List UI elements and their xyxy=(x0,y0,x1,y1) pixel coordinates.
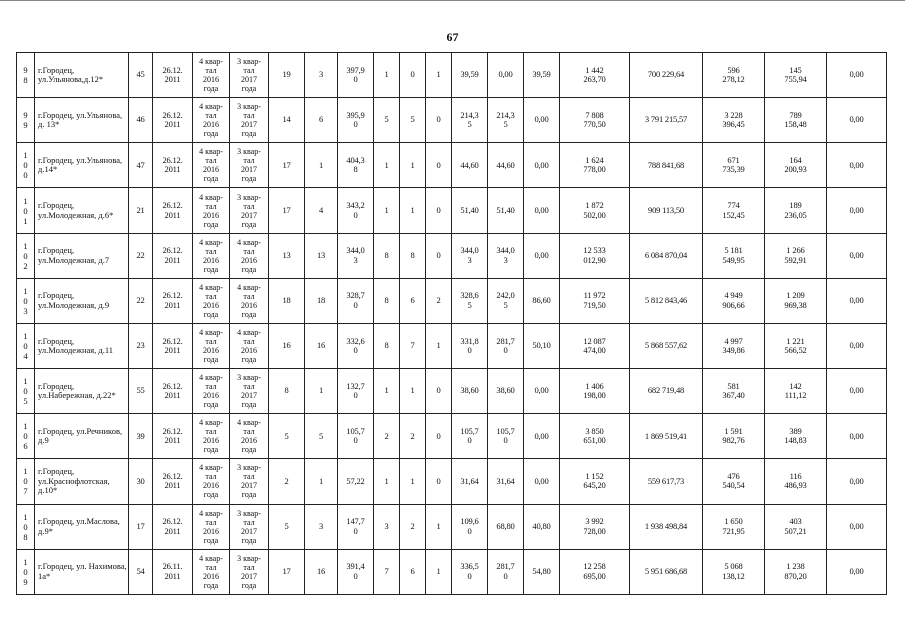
table-row xyxy=(17,504,887,549)
table-row xyxy=(17,278,887,323)
area-resettled-cell: 109,6 0 xyxy=(452,504,488,549)
completion-quarter-cell: 4 квар- тал 2016 года xyxy=(230,323,269,368)
area-private-cell: 39,59 xyxy=(524,53,560,98)
area-private-cell: 40,80 xyxy=(524,504,560,549)
table-row xyxy=(17,323,887,368)
region-share-cell: 4 949 906,66 xyxy=(703,278,765,323)
row-number: 1 0 5 xyxy=(17,369,35,414)
residents-resettled-cell: 3 xyxy=(305,53,338,98)
address-cell: г.Городец, ул.Молодежная, д.9 xyxy=(35,278,129,323)
house-id-cell: 23 xyxy=(129,323,153,368)
date-cell: 26.12. 2011 xyxy=(153,459,193,504)
extra-funds-cell: 0,00 xyxy=(827,414,887,459)
planned-quarter-cell: 4 квар- тал 2016 года xyxy=(193,233,230,278)
house-id-cell: 55 xyxy=(129,369,153,414)
date-cell: 26.12. 2011 xyxy=(153,98,193,143)
area-private-cell: 0,00 xyxy=(524,414,560,459)
area-municipal-cell: 38,60 xyxy=(488,369,524,414)
apartments-total-cell: 5 xyxy=(374,98,400,143)
area-municipal-cell: 51,40 xyxy=(488,188,524,233)
area-total-cell: 105,7 0 xyxy=(338,414,374,459)
address-cell: г.Городец, ул.Молодежная, д.11 xyxy=(35,323,129,368)
completion-quarter-cell: 4 квар- тал 2016 года xyxy=(230,233,269,278)
date-cell: 26.12. 2011 xyxy=(153,53,193,98)
area-municipal-cell: 44,60 xyxy=(488,143,524,188)
cost-total-cell: 1 406 198,00 xyxy=(560,369,630,414)
fund-share-cell: 559 617,73 xyxy=(630,459,703,504)
local-share-cell: 1 209 969,38 xyxy=(765,278,827,323)
planned-quarter-cell: 4 квар- тал 2016 года xyxy=(193,143,230,188)
apartments-municipal-cell: 7 xyxy=(400,323,426,368)
apartments-municipal-cell: 1 xyxy=(400,459,426,504)
area-private-cell: 54,80 xyxy=(524,549,560,594)
apartments-municipal-cell: 0 xyxy=(400,53,426,98)
area-private-cell: 0,00 xyxy=(524,98,560,143)
apartments-total-cell: 3 xyxy=(374,504,400,549)
area-municipal-cell: 281,7 0 xyxy=(488,323,524,368)
area-resettled-cell: 31,64 xyxy=(452,459,488,504)
row-number: 1 0 0 xyxy=(17,143,35,188)
area-municipal-cell: 0,00 xyxy=(488,53,524,98)
extra-funds-cell: 0,00 xyxy=(827,98,887,143)
apartments-total-cell: 1 xyxy=(374,369,400,414)
local-share-cell: 789 158,48 xyxy=(765,98,827,143)
planned-quarter-cell: 4 квар- тал 2016 года xyxy=(193,504,230,549)
local-share-cell: 145 755,94 xyxy=(765,53,827,98)
fund-share-cell: 5 951 686,68 xyxy=(630,549,703,594)
address-cell: г.Городец, ул.Набережная, д.22* xyxy=(35,369,129,414)
date-cell: 26.12. 2011 xyxy=(153,369,193,414)
area-resettled-cell: 344,0 3 xyxy=(452,233,488,278)
row-number: 1 0 6 xyxy=(17,414,35,459)
residents-total-cell: 2 xyxy=(269,459,305,504)
address-cell: г.Городец, ул.Ульянова, д. 13* xyxy=(35,98,129,143)
apartments-municipal-cell: 1 xyxy=(400,369,426,414)
page-number: 67 xyxy=(446,30,459,44)
table-row xyxy=(17,369,887,414)
row-number: 9 8 xyxy=(17,53,35,98)
area-total-cell: 328,7 0 xyxy=(338,278,374,323)
date-cell: 26.12. 2011 xyxy=(153,143,193,188)
scan-edge-line xyxy=(0,0,905,1)
cost-total-cell: 1 872 502,00 xyxy=(560,188,630,233)
apartments-total-cell: 1 xyxy=(374,459,400,504)
residents-total-cell: 18 xyxy=(269,278,305,323)
area-private-cell: 0,00 xyxy=(524,143,560,188)
residents-resettled-cell: 1 xyxy=(305,459,338,504)
housing-registry-table xyxy=(16,52,887,595)
address-cell: г.Городец, ул.Ульянова, д.14* xyxy=(35,143,129,188)
fund-share-cell: 6 084 870,04 xyxy=(630,233,703,278)
apartments-total-cell: 2 xyxy=(374,414,400,459)
table-row xyxy=(17,414,887,459)
region-share-cell: 5 181 549,95 xyxy=(703,233,765,278)
house-id-cell: 45 xyxy=(129,53,153,98)
address-cell: г.Городец, ул.Речников, д.9 xyxy=(35,414,129,459)
area-resettled-cell: 328,6 5 xyxy=(452,278,488,323)
planned-quarter-cell: 4 квар- тал 2016 года xyxy=(193,188,230,233)
cost-total-cell: 1 624 778,00 xyxy=(560,143,630,188)
residents-total-cell: 16 xyxy=(269,323,305,368)
apartments-total-cell: 8 xyxy=(374,233,400,278)
local-share-cell: 189 236,05 xyxy=(765,188,827,233)
residents-resettled-cell: 4 xyxy=(305,188,338,233)
cost-total-cell: 12 258 695,00 xyxy=(560,549,630,594)
date-cell: 26.11. 2011 xyxy=(153,549,193,594)
row-number: 1 0 2 xyxy=(17,233,35,278)
area-total-cell: 332,6 0 xyxy=(338,323,374,368)
address-cell: г.Городец, ул.Молодежная, д.7 xyxy=(35,233,129,278)
area-private-cell: 0,00 xyxy=(524,369,560,414)
area-private-cell: 0,00 xyxy=(524,233,560,278)
date-cell: 26.12. 2011 xyxy=(153,278,193,323)
planned-quarter-cell: 4 квар- тал 2016 года xyxy=(193,549,230,594)
local-share-cell: 1 238 870,20 xyxy=(765,549,827,594)
apartments-total-cell: 1 xyxy=(374,188,400,233)
area-total-cell: 57,22 xyxy=(338,459,374,504)
region-share-cell: 476 540,54 xyxy=(703,459,765,504)
planned-quarter-cell: 4 квар- тал 2016 года xyxy=(193,459,230,504)
cost-total-cell: 11 972 719,50 xyxy=(560,278,630,323)
extra-funds-cell: 0,00 xyxy=(827,233,887,278)
extra-funds-cell: 0,00 xyxy=(827,278,887,323)
residents-resettled-cell: 3 xyxy=(305,504,338,549)
completion-quarter-cell: 4 квар- тал 2016 года xyxy=(230,278,269,323)
residents-total-cell: 19 xyxy=(269,53,305,98)
apartments-private-cell: 0 xyxy=(426,369,452,414)
region-share-cell: 5 068 138,12 xyxy=(703,549,765,594)
apartments-private-cell: 0 xyxy=(426,414,452,459)
table-row xyxy=(17,188,887,233)
area-resettled-cell: 39,59 xyxy=(452,53,488,98)
apartments-private-cell: 1 xyxy=(426,504,452,549)
cost-total-cell: 3 992 728,00 xyxy=(560,504,630,549)
house-id-cell: 46 xyxy=(129,98,153,143)
table-row xyxy=(17,459,887,504)
completion-quarter-cell: 3 квар- тал 2017 года xyxy=(230,369,269,414)
area-total-cell: 344,0 3 xyxy=(338,233,374,278)
cost-total-cell: 1 152 645,20 xyxy=(560,459,630,504)
fund-share-cell: 1 869 519,41 xyxy=(630,414,703,459)
apartments-municipal-cell: 6 xyxy=(400,549,426,594)
extra-funds-cell: 0,00 xyxy=(827,143,887,188)
apartments-private-cell: 0 xyxy=(426,188,452,233)
apartments-total-cell: 8 xyxy=(374,278,400,323)
cost-total-cell: 12 533 012,90 xyxy=(560,233,630,278)
apartments-municipal-cell: 6 xyxy=(400,278,426,323)
area-resettled-cell: 105,7 0 xyxy=(452,414,488,459)
residents-resettled-cell: 13 xyxy=(305,233,338,278)
row-number: 1 0 1 xyxy=(17,188,35,233)
extra-funds-cell: 0,00 xyxy=(827,369,887,414)
area-total-cell: 404,3 8 xyxy=(338,143,374,188)
address-cell: г.Городец, ул. Нахимова, 1а* xyxy=(35,549,129,594)
residents-total-cell: 17 xyxy=(269,143,305,188)
residents-total-cell: 8 xyxy=(269,369,305,414)
residents-resettled-cell: 16 xyxy=(305,323,338,368)
address-cell: г.Городец, ул.Молодежная, д.6* xyxy=(35,188,129,233)
completion-quarter-cell: 3 квар- тал 2017 года xyxy=(230,504,269,549)
area-resettled-cell: 336,5 0 xyxy=(452,549,488,594)
completion-quarter-cell: 3 квар- тал 2017 года xyxy=(230,98,269,143)
area-municipal-cell: 31,64 xyxy=(488,459,524,504)
local-share-cell: 116 486,93 xyxy=(765,459,827,504)
apartments-private-cell: 2 xyxy=(426,278,452,323)
apartments-municipal-cell: 8 xyxy=(400,233,426,278)
row-number: 1 0 9 xyxy=(17,549,35,594)
apartments-private-cell: 0 xyxy=(426,459,452,504)
fund-share-cell: 5 868 557,62 xyxy=(630,323,703,368)
planned-quarter-cell: 4 квар- тал 2016 года xyxy=(193,278,230,323)
completion-quarter-cell: 4 квар- тал 2016 года xyxy=(230,414,269,459)
table-row xyxy=(17,233,887,278)
table-row xyxy=(17,549,887,594)
fund-share-cell: 909 113,50 xyxy=(630,188,703,233)
planned-quarter-cell: 4 квар- тал 2016 года xyxy=(193,369,230,414)
planned-quarter-cell: 4 квар- тал 2016 года xyxy=(193,323,230,368)
apartments-municipal-cell: 2 xyxy=(400,414,426,459)
area-resettled-cell: 331,8 0 xyxy=(452,323,488,368)
extra-funds-cell: 0,00 xyxy=(827,549,887,594)
row-number: 1 0 7 xyxy=(17,459,35,504)
row-number: 1 0 4 xyxy=(17,323,35,368)
apartments-private-cell: 1 xyxy=(426,549,452,594)
cost-total-cell: 7 808 770,50 xyxy=(560,98,630,143)
completion-quarter-cell: 3 квар- тал 2017 года xyxy=(230,549,269,594)
area-total-cell: 147,7 0 xyxy=(338,504,374,549)
row-number: 9 9 xyxy=(17,98,35,143)
apartments-private-cell: 0 xyxy=(426,233,452,278)
apartments-total-cell: 1 xyxy=(374,53,400,98)
extra-funds-cell: 0,00 xyxy=(827,459,887,504)
area-total-cell: 343,2 0 xyxy=(338,188,374,233)
area-municipal-cell: 344,0 3 xyxy=(488,233,524,278)
extra-funds-cell: 0,00 xyxy=(827,53,887,98)
date-cell: 26.12. 2011 xyxy=(153,233,193,278)
extra-funds-cell: 0,00 xyxy=(827,504,887,549)
area-municipal-cell: 68,80 xyxy=(488,504,524,549)
completion-quarter-cell: 3 квар- тал 2017 года xyxy=(230,53,269,98)
row-number: 1 0 3 xyxy=(17,278,35,323)
region-share-cell: 581 367,40 xyxy=(703,369,765,414)
residents-resettled-cell: 18 xyxy=(305,278,338,323)
area-total-cell: 395,9 0 xyxy=(338,98,374,143)
table-row xyxy=(17,143,887,188)
apartments-private-cell: 1 xyxy=(426,53,452,98)
planned-quarter-cell: 4 квар- тал 2016 года xyxy=(193,414,230,459)
apartments-private-cell: 1 xyxy=(426,323,452,368)
cost-total-cell: 12 087 474,00 xyxy=(560,323,630,368)
house-id-cell: 22 xyxy=(129,233,153,278)
cost-total-cell: 3 850 651,00 xyxy=(560,414,630,459)
area-resettled-cell: 38,60 xyxy=(452,369,488,414)
residents-resettled-cell: 16 xyxy=(305,549,338,594)
area-municipal-cell: 214,3 5 xyxy=(488,98,524,143)
area-private-cell: 0,00 xyxy=(524,188,560,233)
area-total-cell: 391,4 0 xyxy=(338,549,374,594)
local-share-cell: 164 200,93 xyxy=(765,143,827,188)
apartments-private-cell: 0 xyxy=(426,98,452,143)
region-share-cell: 3 228 396,45 xyxy=(703,98,765,143)
completion-quarter-cell: 3 квар- тал 2017 года xyxy=(230,459,269,504)
table-body xyxy=(17,53,887,595)
region-share-cell: 596 278,12 xyxy=(703,53,765,98)
fund-share-cell: 788 841,68 xyxy=(630,143,703,188)
local-share-cell: 403 507,21 xyxy=(765,504,827,549)
fund-share-cell: 700 229,64 xyxy=(630,53,703,98)
region-share-cell: 4 997 349,86 xyxy=(703,323,765,368)
fund-share-cell: 3 791 215,57 xyxy=(630,98,703,143)
local-share-cell: 1 221 566,52 xyxy=(765,323,827,368)
house-id-cell: 39 xyxy=(129,414,153,459)
cost-total-cell: 1 442 263,70 xyxy=(560,53,630,98)
house-id-cell: 30 xyxy=(129,459,153,504)
area-private-cell: 0,00 xyxy=(524,459,560,504)
region-share-cell: 671 735,39 xyxy=(703,143,765,188)
residents-resettled-cell: 1 xyxy=(305,369,338,414)
residents-total-cell: 17 xyxy=(269,188,305,233)
apartments-municipal-cell: 2 xyxy=(400,504,426,549)
date-cell: 26.12. 2011 xyxy=(153,504,193,549)
apartments-total-cell: 7 xyxy=(374,549,400,594)
area-resettled-cell: 44,60 xyxy=(452,143,488,188)
house-id-cell: 17 xyxy=(129,504,153,549)
area-total-cell: 132,7 0 xyxy=(338,369,374,414)
completion-quarter-cell: 3 квар- тал 2017 года xyxy=(230,143,269,188)
region-share-cell: 774 152,45 xyxy=(703,188,765,233)
fund-share-cell: 682 719,48 xyxy=(630,369,703,414)
fund-share-cell: 1 938 498,84 xyxy=(630,504,703,549)
residents-total-cell: 17 xyxy=(269,549,305,594)
area-municipal-cell: 105,7 0 xyxy=(488,414,524,459)
house-id-cell: 21 xyxy=(129,188,153,233)
planned-quarter-cell: 4 квар- тал 2016 года xyxy=(193,53,230,98)
area-resettled-cell: 214,3 5 xyxy=(452,98,488,143)
apartments-private-cell: 0 xyxy=(426,143,452,188)
completion-quarter-cell: 3 квар- тал 2017 года xyxy=(230,188,269,233)
house-id-cell: 54 xyxy=(129,549,153,594)
date-cell: 26.12. 2011 xyxy=(153,188,193,233)
area-private-cell: 86,60 xyxy=(524,278,560,323)
house-id-cell: 22 xyxy=(129,278,153,323)
residents-resettled-cell: 5 xyxy=(305,414,338,459)
table-row xyxy=(17,98,887,143)
area-municipal-cell: 281,7 0 xyxy=(488,549,524,594)
apartments-municipal-cell: 1 xyxy=(400,143,426,188)
area-private-cell: 50,10 xyxy=(524,323,560,368)
house-id-cell: 47 xyxy=(129,143,153,188)
area-total-cell: 397,9 0 xyxy=(338,53,374,98)
apartments-municipal-cell: 1 xyxy=(400,188,426,233)
residents-resettled-cell: 1 xyxy=(305,143,338,188)
residents-total-cell: 13 xyxy=(269,233,305,278)
fund-share-cell: 5 812 843,46 xyxy=(630,278,703,323)
local-share-cell: 1 266 592,91 xyxy=(765,233,827,278)
residents-resettled-cell: 6 xyxy=(305,98,338,143)
address-cell: г.Городец, ул.Ульянова,д.12* xyxy=(35,53,129,98)
apartments-municipal-cell: 5 xyxy=(400,98,426,143)
table-row xyxy=(17,53,887,98)
extra-funds-cell: 0,00 xyxy=(827,188,887,233)
planned-quarter-cell: 4 квар- тал 2016 года xyxy=(193,98,230,143)
apartments-total-cell: 8 xyxy=(374,323,400,368)
residents-total-cell: 5 xyxy=(269,504,305,549)
local-share-cell: 142 111,12 xyxy=(765,369,827,414)
row-number: 1 0 8 xyxy=(17,504,35,549)
area-resettled-cell: 51,40 xyxy=(452,188,488,233)
date-cell: 26.12. 2011 xyxy=(153,414,193,459)
residents-total-cell: 14 xyxy=(269,98,305,143)
address-cell: г.Городец, ул.Краснофлотская, д.10* xyxy=(35,459,129,504)
extra-funds-cell: 0,00 xyxy=(827,323,887,368)
date-cell: 26.12. 2011 xyxy=(153,323,193,368)
area-municipal-cell: 242,0 5 xyxy=(488,278,524,323)
residents-total-cell: 5 xyxy=(269,414,305,459)
address-cell: г.Городец, ул.Маслова, д.9* xyxy=(35,504,129,549)
local-share-cell: 389 148,83 xyxy=(765,414,827,459)
region-share-cell: 1 591 982,76 xyxy=(703,414,765,459)
apartments-total-cell: 1 xyxy=(374,143,400,188)
region-share-cell: 1 650 721,95 xyxy=(703,504,765,549)
